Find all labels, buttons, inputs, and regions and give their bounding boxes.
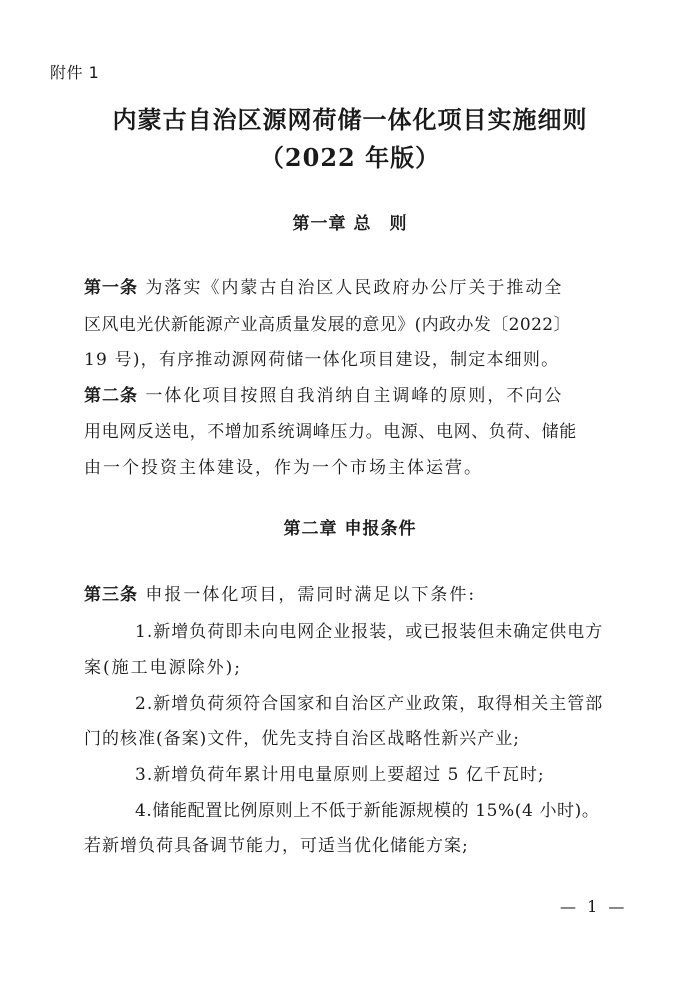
document-title: 内蒙古自治区源网荷储一体化项目实施细则	[112, 105, 588, 134]
article-3-first-line	[84, 580, 624, 605]
chapter-1-heading: 第一章 总 则	[292, 214, 408, 234]
condition-4-line-2: 若新增负荷具备调节能力，可适当优化储能方案;	[84, 836, 469, 856]
article-2-line-2: 用电网反送电，不增加系统调峰压力。电源、电网、负荷、储能	[84, 422, 577, 442]
condition-4-line-1: 4.储能配置比例原则上不低于新能源规模的 15%(4 小时)。	[135, 801, 600, 821]
article-2-first-line	[84, 381, 624, 406]
chapter-2-heading: 第二章 申报条件	[283, 519, 417, 539]
condition-2-line-1: 2.新增负荷须符合国家和自治区产业政策，取得相关主管部	[135, 694, 604, 714]
article-2-line-3: 由一个投资主体建设，作为一个市场主体运营。	[84, 458, 483, 478]
article-2-text: 一体化项目按照自我消纳自主调峰的原则，不向公	[145, 386, 564, 406]
article-1-line-2: 区风电光伏新能源产业高质量发展的意见》(内政办发〔2022〕	[84, 315, 571, 335]
annex-label: 附件 1	[50, 63, 100, 82]
condition-2-line-2: 门的核准(备案)文件，优先支持自治区战略性新兴产业;	[84, 729, 520, 749]
article-1-first-line	[84, 273, 624, 298]
article-2-label: 第二条	[84, 386, 138, 406]
document-title-edition: （2022 年版）	[259, 143, 441, 172]
condition-1-line-2: 案(施工电源除外);	[84, 658, 242, 678]
article-1-line-3: 19 号)，有序推动源网荷储一体化项目建设，制定本细则。	[84, 350, 560, 370]
article-1-text: 为落实《内蒙古自治区人民政府办公厅关于推动全	[145, 278, 564, 298]
condition-3-line-1: 3.新增负荷年累计用电量原则上要超过 5 亿千瓦时;	[135, 765, 545, 785]
article-1-label: 第一条	[84, 278, 138, 298]
article-3-text: 申报一体化项目，需同时满足以下条件:	[145, 585, 477, 605]
page-number: — 1 —	[560, 897, 628, 916]
condition-1-line-1: 1.新增负荷即未向电网企业报装，或已报装但未确定供电方	[135, 622, 604, 642]
article-3-label: 第三条	[84, 585, 138, 605]
